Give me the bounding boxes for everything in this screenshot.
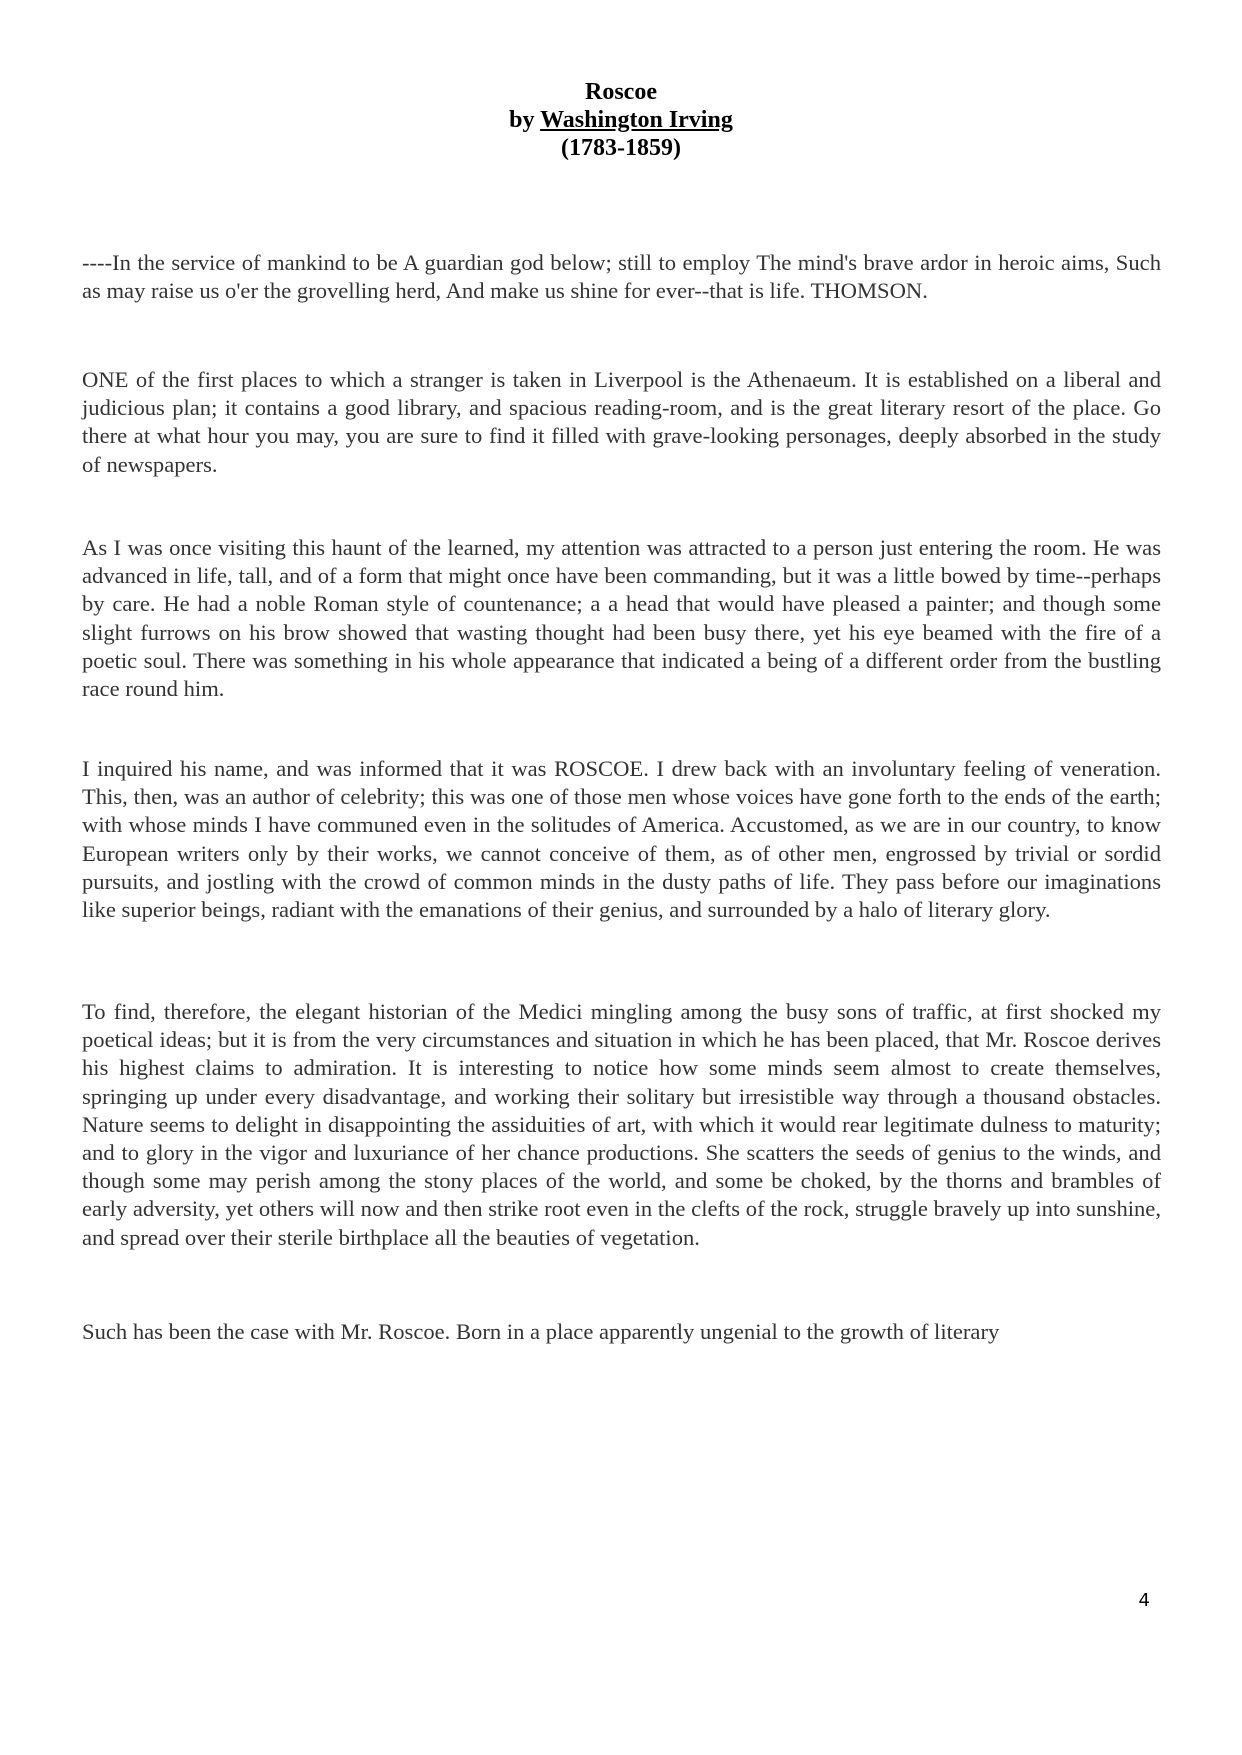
byline-prefix: by: [509, 107, 541, 133]
body-paragraph: Such has been the case with Mr. Roscoe. Born in a place apparently ungenial to the growth of literary: [82, 1319, 1000, 1344]
body-paragraph: ONE of the first places to which a stranger is taken in Liverpool is the Athenaeum. It is established on a liberal and judicious plan; it contains a good library, and spacious reading-room, and is the great literary resort of the place. Go there at what hour you may, you are sure to find it filled with grave-looking personages, deeply absorbed in the study of newspapers.: [82, 367, 1161, 477]
author-link[interactable]: Washington Irving: [540, 107, 733, 133]
epigraph-paragraph: ----In the service of mankind to be A guardian god below; still to employ The mind's brave ardor in heroic aims, Such as may raise us o'er the grovelling herd, And make us shine for ever--that is life. THOMSON.: [82, 250, 1161, 304]
document-title: Roscoe: [585, 79, 657, 105]
body-paragraph: To find, therefore, the elegant historian of the Medici mingling among the busy sons of traffic, at first shocked my poetical ideas; but it is from the very circumstances and situation in which he has been placed, that Mr. Roscoe derives his highest claims to admiration. It is interesting to notice how some minds seem almost to create themselves, springing up under every disadvantage, and working their solitary but irresistible way through a thousand obstacles. Nature seems to delight in disappointing the assiduities of art, with which it would rear legitimate dulness to maturity; and to glory in the vigor and luxuriance of her chance productions. She scatters the seeds of genius to the winds, and though some may perish among the stony places of the world, and some be choked, by the thorns and brambles of early adversity, yet others will now and then strike root even in the clefts of the rock, struggle bravely up into sunshine, and spread over their sterile birthplace all the beauties of vegetation.: [82, 999, 1161, 1250]
body-paragraph: I inquired his name, and was informed that it was ROSCOE. I drew back with an involuntary feeling of veneration. This, then, was an author of celebrity; this was one of those men whose voices have gone forth to the ends of the earth; with whose minds I have communed even in the solitudes of America. Accustomed, as we are in our country, to know European writers only by their works, we cannot conceive of them, as of other men, engrossed by trivial or sordid pursuits, and jostling with the crowd of common minds in the dusty paths of life. They pass before our imaginations like superior beings, radiant with the emanations of their genius, and surrounded by a halo of literary glory.: [82, 756, 1161, 923]
document-header: [0, 78, 1242, 162]
byline: [0, 106, 1242, 134]
body-paragraph: As I was once visiting this haunt of the learned, my attention was attracted to a person just entering the room. He was advanced in life, tall, and of a form that might once have been commanding, but it was a little bowed by time--perhaps by care. He had a noble Roman style of countenance; a a head that would have pleased a painter; and though some slight furrows on his brow showed that wasting thought had been busy there, yet his eye beamed with the fire of a poetic soul. There was something in his whole appearance that indicated a being of a different order from the bustling race round him.: [82, 535, 1161, 702]
author-dates: (1783-1859): [561, 135, 681, 161]
page-number: 4: [1138, 1590, 1150, 1611]
